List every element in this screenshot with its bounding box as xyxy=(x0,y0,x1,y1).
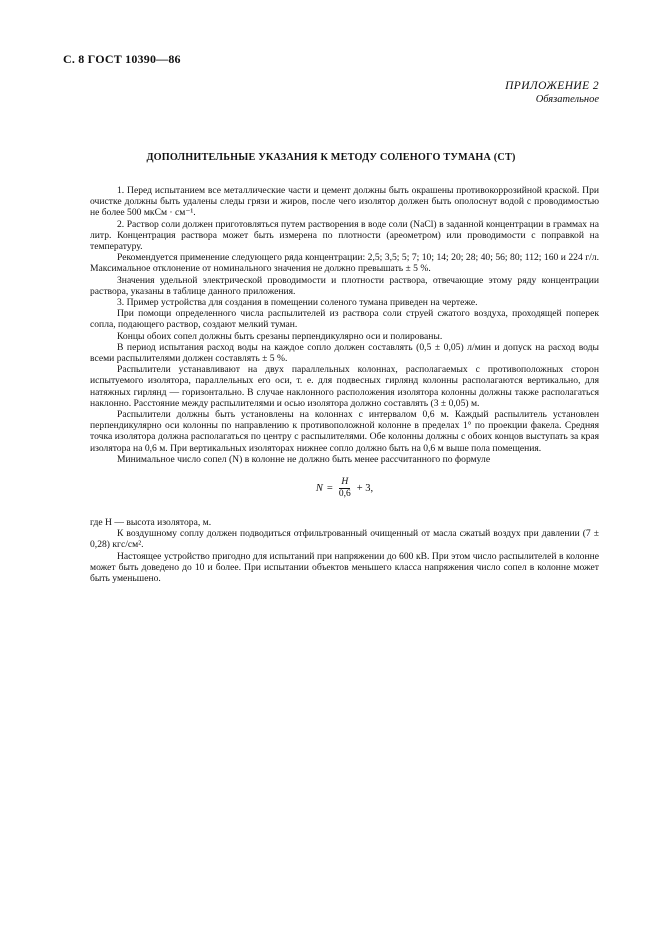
paragraph: К воздушному соплу должен подводиться отфильтрованный очищенный от масла сжатый воздух при давлении (7 ± 0,28) кгс/см². xyxy=(90,528,599,551)
formula xyxy=(90,477,599,509)
formula-fraction xyxy=(337,477,353,500)
paragraph: Распылители устанавливают на двух параллельных колоннах, располагаемых с противоположных сторон испытуемого изолятора, параллельных его оси, т. е. для подвесных гирлянд колонны располагаются вертикально, для натяжных гирлянд — горизонтально. В случае наклонного расположения изолятора колонны должны также располагаться наклонно. Расстояние между распылителями и осью изолятора должно составлять (3 ± 0,05) м. xyxy=(90,364,599,409)
formula-numerator: H xyxy=(339,477,350,489)
paragraph: 3. Пример устройства для создания в помещении соленого тумана приведен на чертеже. xyxy=(117,297,478,309)
paragraph: В период испытания расход воды на каждое сопло должен составлять (0,5 ± 0,05) л/мин и допуск на расход воды всеми распылителями должен составлять ± 5 %. xyxy=(90,341,599,365)
paragraph: При помощи определенного числа распылителей из раствора соли струей сжатого воздуха, проходящей поперек сопла, подающего раствор, создают мелкий туман. xyxy=(90,308,599,331)
formula-lhs: N xyxy=(315,483,323,495)
page-header: С. 8 ГОСТ 10390—86 xyxy=(63,52,181,66)
paragraph: 2. Раствор соли должен приготовляться путем растворения в воде соли (NaCl) в заданной концентрации в граммах на литр. Концентрация раствора может быть измерена по плотности (ареометром) или проводимости с поправкой на температуру. xyxy=(90,218,599,253)
formula-denominator: 0,6 xyxy=(338,489,351,500)
paragraph: Концы обоих сопел должны быть срезаны перпендикулярно оси и полированы. xyxy=(117,330,443,342)
paragraph: Рекомендуется применение следующего ряда концентрации: 2,5; 3,5; 5; 7; 10; 14; 20; 28; 40; 56; 80; 112; 160 и 224 г/л. Максимальное отклонение от номинального значения не должно превышать ± 5 %. xyxy=(90,252,599,275)
paragraph: Минимальное число сопел (N) в колонне не должно быть менее рассчитанного по формуле xyxy=(117,453,491,465)
paragraph: Значения удельной электрической проводимости и плотности раствора, отвечающие этому ряду концентрации раствора, указаны в таблице данного приложения. xyxy=(90,274,599,297)
paragraph: Настоящее устройство пригодно для испытаний при напряжении до 600 кВ. При этом число распылителей в колонне может быть доведено до 10 и более. При испытании объектов меньшего класса напряжения число сопел в колонне может быть уменьшено. xyxy=(90,550,599,585)
body-text xyxy=(90,185,599,584)
section-title: ДОПОЛНИТЕЛЬНЫЕ УКАЗАНИЯ К МЕТОДУ СОЛЕНОГО ТУМАНА (СТ) xyxy=(146,152,516,163)
formula-equals: = xyxy=(326,483,333,495)
appendix-label xyxy=(505,79,599,107)
paragraph: Распылители должны быть установлены на колоннах с интервалом 0,6 м. Каждый распылитель установлен перпендикулярно оси колонны по направлению к противоположной колонне в пределах 1° по проекции факела. Средняя точка изолятора должна располагаться по центру с распылителями. Обе колонны должны с обоих концов выступать за края изолятора на 0,6 м. При вертикальных изоляторах нижнее сопло должно быть на 0,6 м выше пола помещения. xyxy=(90,409,599,454)
appendix-status: Обязательное xyxy=(535,94,599,105)
formula-rhs: + 3, xyxy=(356,483,374,495)
appendix-title: ПРИЛОЖЕНИЕ 2 xyxy=(505,80,599,92)
paragraph: 1. Перед испытанием все металлические части и цемент должны быть окрашены противокоррозийной краской. При очистке должны быть удалены следы грязи и жиров, после чего изолятор должен быть ополоснут водой с проводимостью не более 500 мкСм · см⁻¹. xyxy=(90,185,599,219)
paragraph: где H — высота изолятора, м. xyxy=(90,517,212,529)
